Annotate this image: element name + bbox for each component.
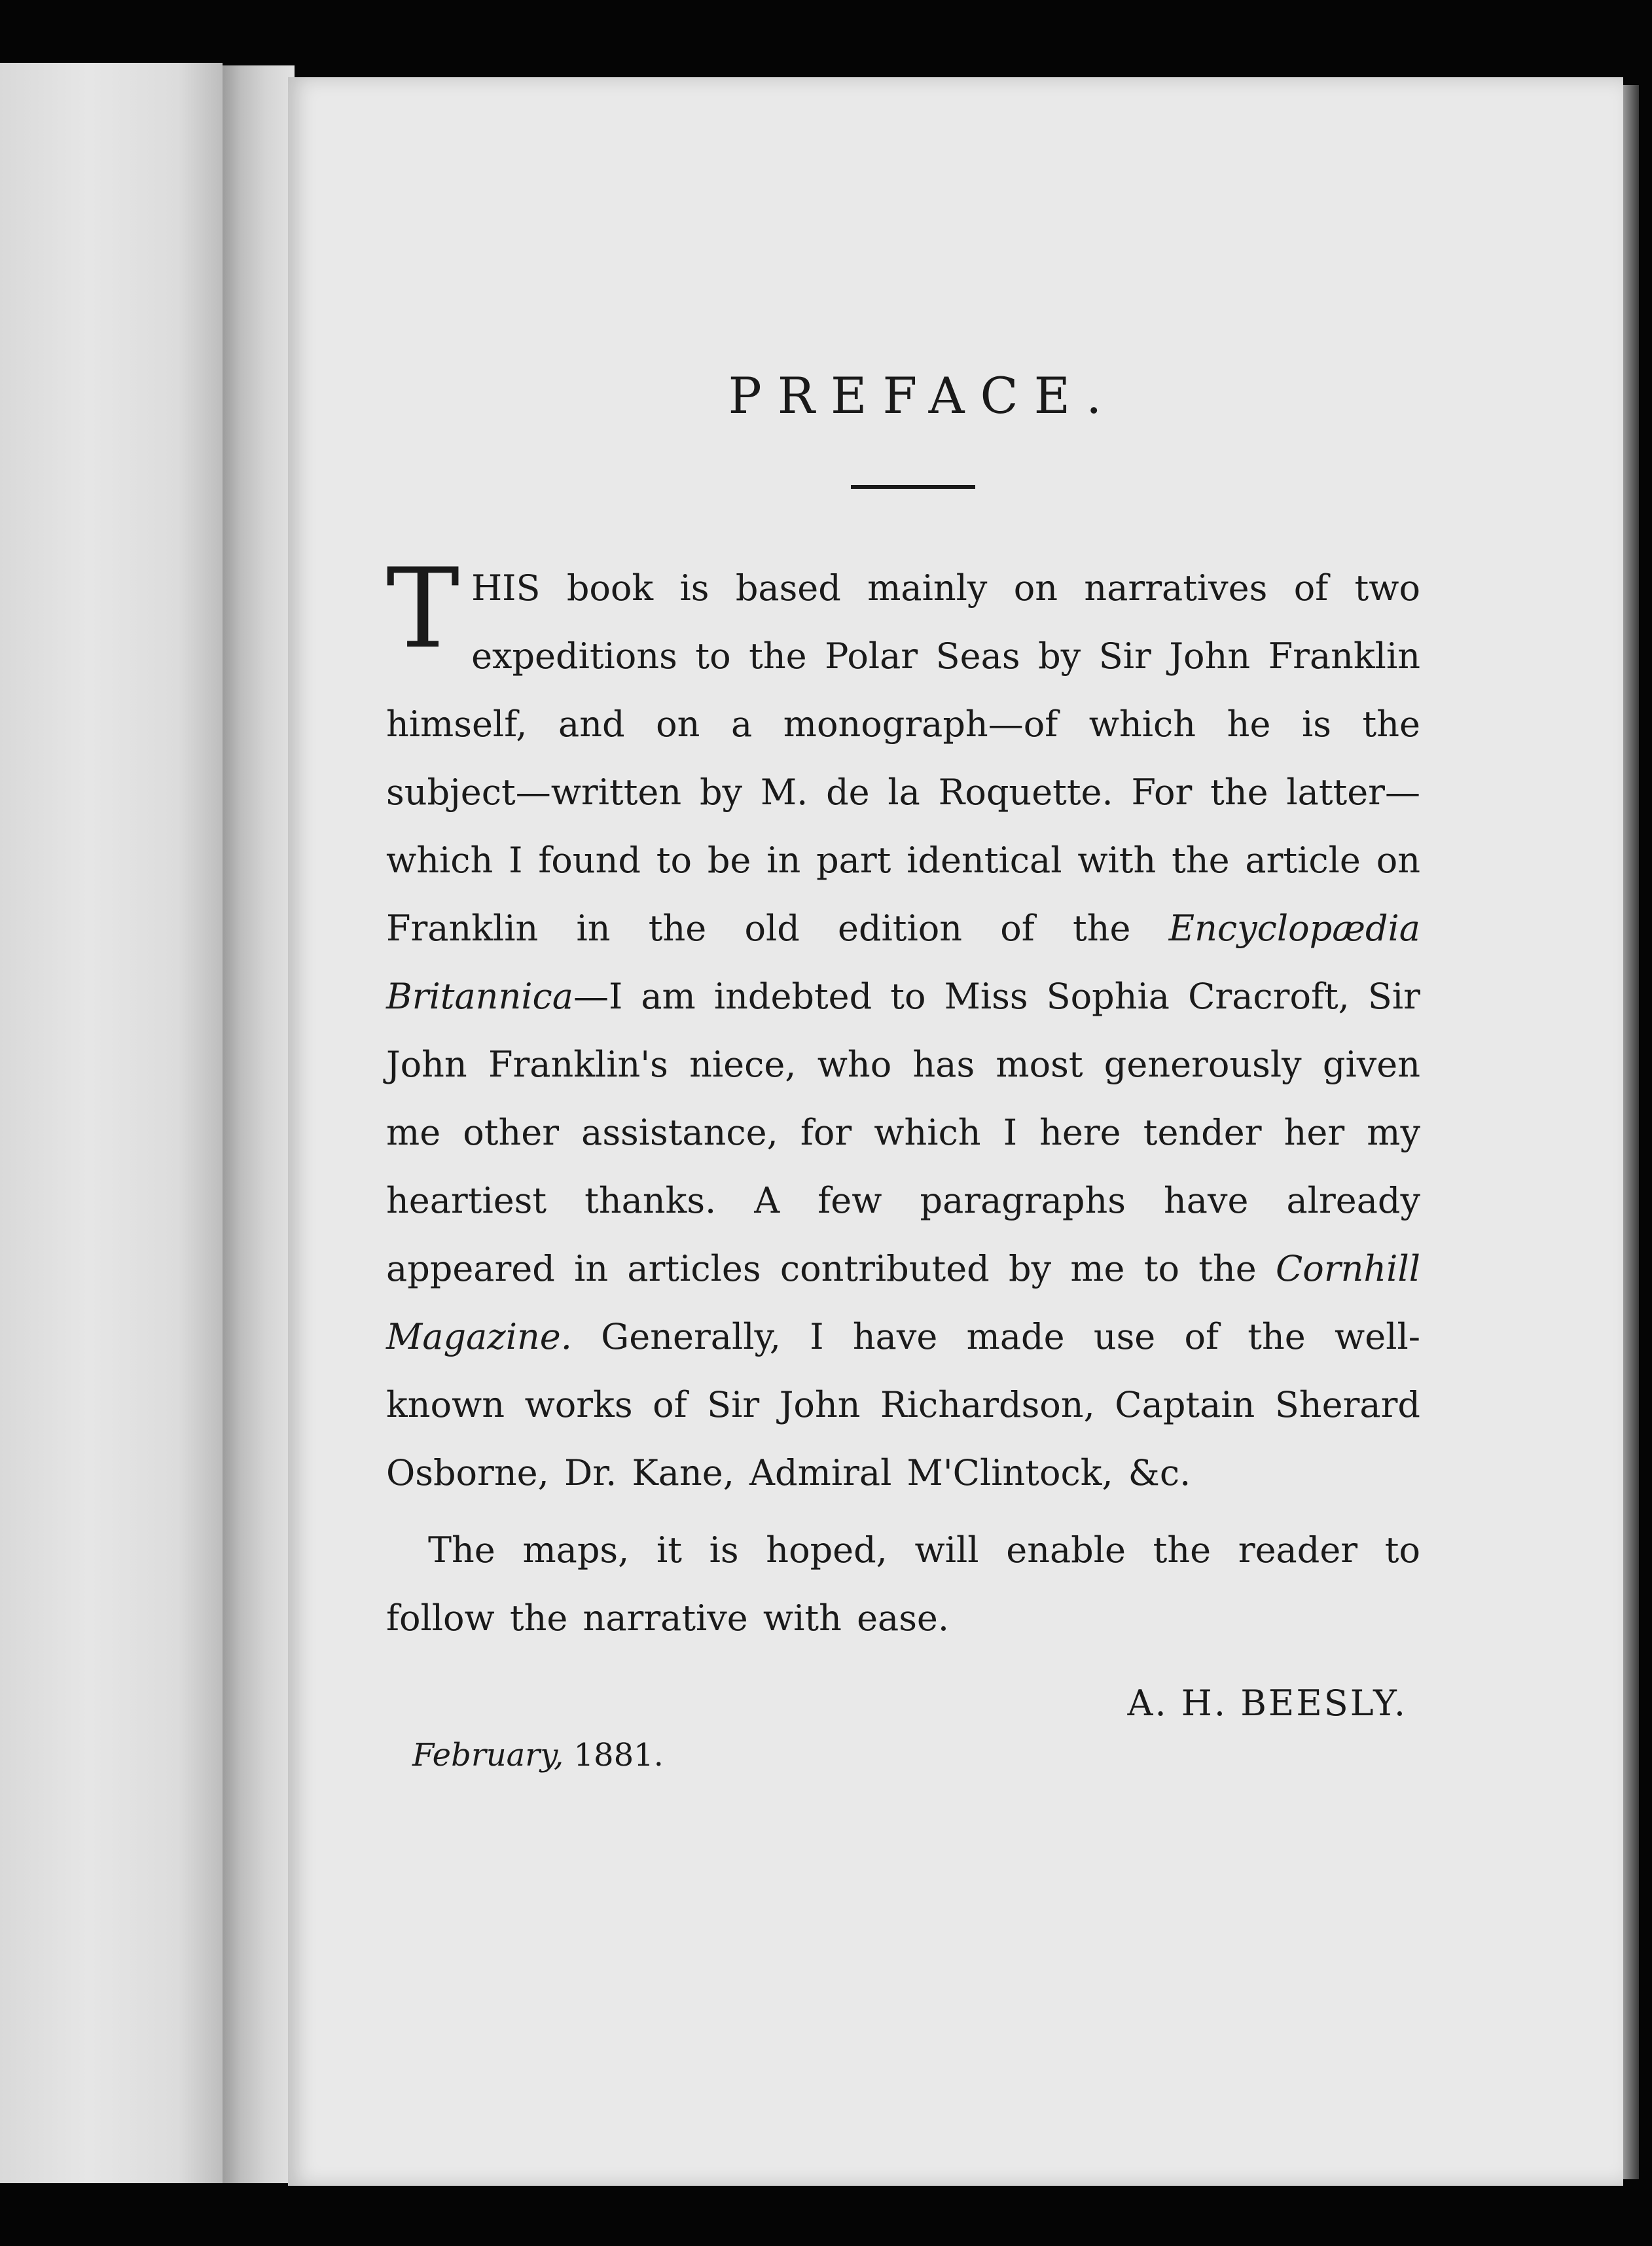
- title-divider: [851, 485, 975, 489]
- book-gutter: [223, 65, 295, 2183]
- page-title: PREFACE.: [728, 366, 1118, 425]
- cornhill-title: Cornhill Magazine.: [386, 1248, 1420, 1357]
- author-signature: A. H. BEESLY.: [1127, 1683, 1407, 1724]
- right-page-edge: [1623, 85, 1639, 2179]
- drop-cap: T: [386, 544, 460, 673]
- encyclopaedia-title: Encyclopædia Britannica: [386, 908, 1420, 1017]
- paragraph-1-text-a: HIS book is based mainly on narratives of two expeditions to the Polar Seas by Sir John Franklin himself, and on a monograph—of which he is the subject—written by M. de la Roquette. For the latter—which I found to be in part identical with the article on Franklin in the old edition of the: [386, 567, 1420, 949]
- preface-paragraph-2: The maps, it is hoped, will enable the reader to follow the narrative with ease.: [386, 1529, 1420, 1639]
- date-year: 1881.: [573, 1737, 664, 1774]
- left-page-edge: [0, 63, 223, 2183]
- paragraph-1-text-c: Generally, I have made use of the well-known works of Sir John Richardson, Captain Sherard Osborne, Dr. Kane, Admiral M'Clintock, &c.: [386, 1316, 1420, 1493]
- date-month: February,: [412, 1737, 564, 1774]
- preface-paragraph-1: [386, 544, 1420, 1507]
- preface-date: [412, 1737, 1420, 1774]
- paragraph-1-text-b: —I am indebted to Miss Sophia Cracroft, Sir John Franklin's niece, who has most generously given me other assistance, for which I here tender her my heartiest thanks. A few paragraphs have already appeared in articles contributed by me to the: [386, 976, 1420, 1289]
- preface-text-block: [386, 366, 1420, 1774]
